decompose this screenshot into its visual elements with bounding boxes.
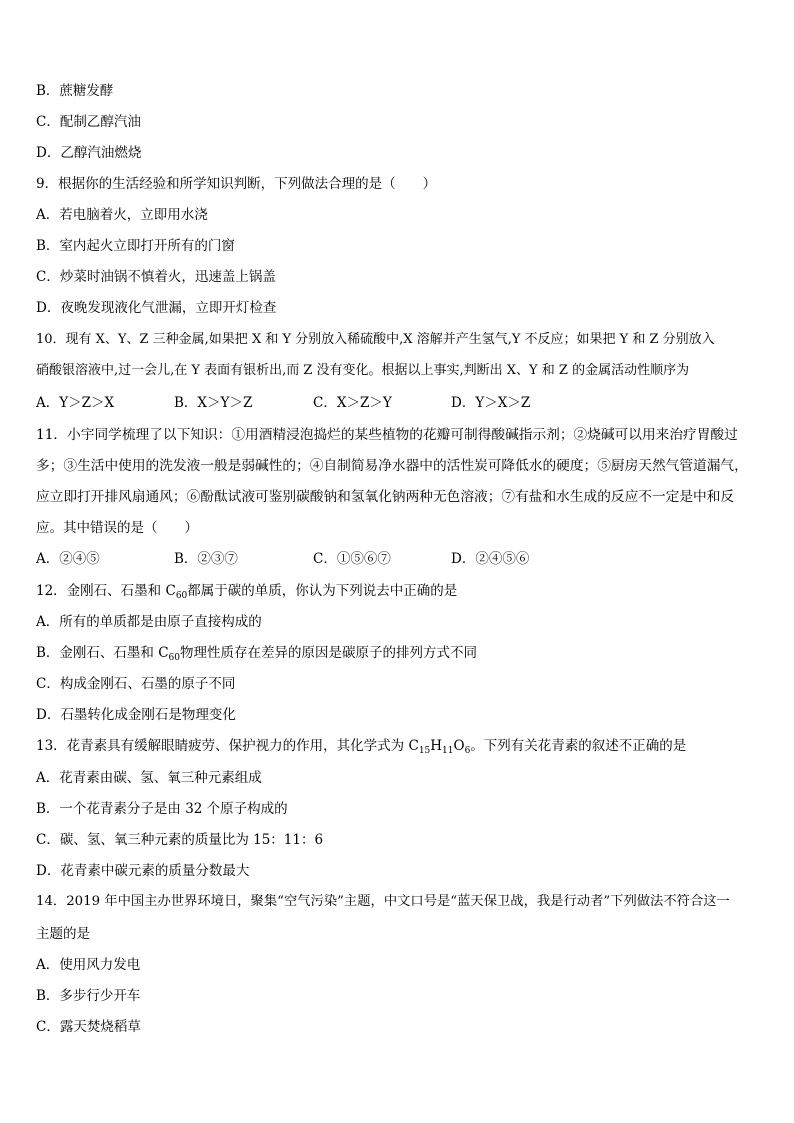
q12-option-a: A．所有的单质都是由原子直接构成的	[36, 614, 262, 630]
q8-option-c: C．配制乙醇汽油	[36, 114, 141, 130]
q11-option-b: B．②③⑦	[174, 551, 238, 567]
q12-stem-sub: 60	[175, 591, 188, 601]
q13-o: O	[453, 738, 465, 754]
q9-option-b: B．室内起火立即打开所有的门窗	[36, 238, 235, 254]
q9-option-d: D．夜晚发现液化气泄漏，立即开灯检查	[36, 300, 277, 316]
q11-option-a: A．②④⑤	[36, 551, 100, 567]
q12-stem-pre: 12．金刚石、石墨和 C	[36, 583, 176, 599]
q11-stem-line4: 应。其中错误的是（ ）	[36, 520, 198, 536]
q14-option-b: B．多步行少开车	[36, 988, 141, 1004]
q13-stem-post: 。下列有关花青素的叙述不正确的是	[470, 738, 687, 754]
q11-options	[36, 549, 756, 569]
q10-options	[36, 393, 756, 413]
q14-option-c: C．露天焚烧稻草	[36, 1019, 141, 1035]
q13-sub-c: 15	[418, 746, 431, 756]
q14-option-a: A．使用风力发电	[36, 957, 141, 973]
q13-option-b: B．一个花青素分子是由 32 个原子构成的	[36, 801, 288, 817]
q12-option-b	[36, 643, 477, 663]
q12-stem	[36, 581, 457, 601]
q10-option-b: B．X＞Y＞Z	[174, 395, 253, 411]
q12-option-b-pre: B．金刚石、石墨和 C	[36, 645, 169, 661]
q10-stem-line1: 10．现有 X、Y、Z 三种金属,如果把 X 和 Y 分别放入稀硫酸中,X 溶解并产生氢气,Y 不反应；如果把 Y 和 Z 分别放入	[36, 332, 715, 347]
q9-option-a: A．若电脑着火，立即用水浇	[36, 207, 208, 223]
q11-stem-line1: 11．小宇同学梳理了以下知识：①用酒精浸泡捣烂的某些植物的花瓣可制得酸碱指示剂；②烧碱可以用来治疗胃酸过	[36, 427, 738, 443]
q8-option-d: D．乙醇汽油燃烧	[36, 145, 142, 161]
q13-option-a: A．花青素由碳、氢、氧三种元素组成	[36, 770, 262, 786]
q14-stem-line2: 主题的是	[36, 926, 90, 942]
q13-option-d: D．花青素中碳元素的质量分数最大	[36, 863, 250, 879]
q12-stem-post: 都属于碳的单质，你认为下列说去中正确的是	[187, 583, 458, 599]
q13-sub-h: 11	[442, 746, 454, 756]
q14-stem-line1: 14．2019 年中国主办世界环境日，聚集“空气污染”主题，中文口号是“蓝天保卫战，我是行动者”下列做法不符合这一	[36, 894, 730, 909]
q11-option-d: D．②④⑤⑥	[451, 551, 530, 567]
q13-option-c: C．碳、氢、氧三种元素的质量比为 15：11：6	[36, 832, 324, 848]
q13-stem	[36, 736, 686, 756]
q12-option-b-post: 物理性质存在差异的原因是碳原子的排列方式不同	[180, 645, 477, 661]
q10-option-c: C．X＞Z＞Y	[313, 395, 392, 411]
q13-sub-o: 6	[464, 746, 471, 756]
q13-h: H	[430, 738, 443, 754]
q10-option-d: D．Y＞X＞Z	[451, 395, 531, 411]
q12-option-c: C．构成金刚石、石墨的原子不同	[36, 676, 236, 692]
q8-option-b: B．蔗糖发酵	[36, 83, 114, 99]
q12-option-b-sub: 60	[168, 653, 180, 663]
q13-stem-pre: 13．花青素具有缓解眼睛疲劳、保护视力的作用，其化学式为 C	[36, 738, 419, 754]
q11-stem-line2: 多；③生活中使用的洗发液一般是弱碱性的；④自制简易净水器中的活性炭可降低水的硬度；⑤厨房天然气管道漏气，	[36, 458, 748, 474]
q9-option-c: C．炒菜时油锅不慎着火，迅速盖上锅盖	[36, 269, 276, 285]
q9-stem: 9．根据你的生活经验和所学知识判断，下列做法合理的是（ ）	[36, 176, 437, 192]
q11-option-c: C．①⑤⑥⑦	[313, 551, 391, 567]
q12-option-d: D．石墨转化成金刚石是物理变化	[36, 707, 236, 723]
q11-stem-line3: 应立即打开排风扇通风；⑥酚酞试液可鉴别碳酸钠和氢氧化钠两种无色溶液；⑦有盐和水生成的反应不一定是中和反	[36, 489, 735, 505]
q10-stem-line2: 硝酸银溶液中,过一会儿,在 Y 表面有银析出,而 Z 没有变化。根据以上事实,判断出 X、Y 和 Z 的金属活动性顺序为	[36, 363, 690, 378]
q10-option-a: A．Y＞Z＞X	[36, 395, 115, 411]
